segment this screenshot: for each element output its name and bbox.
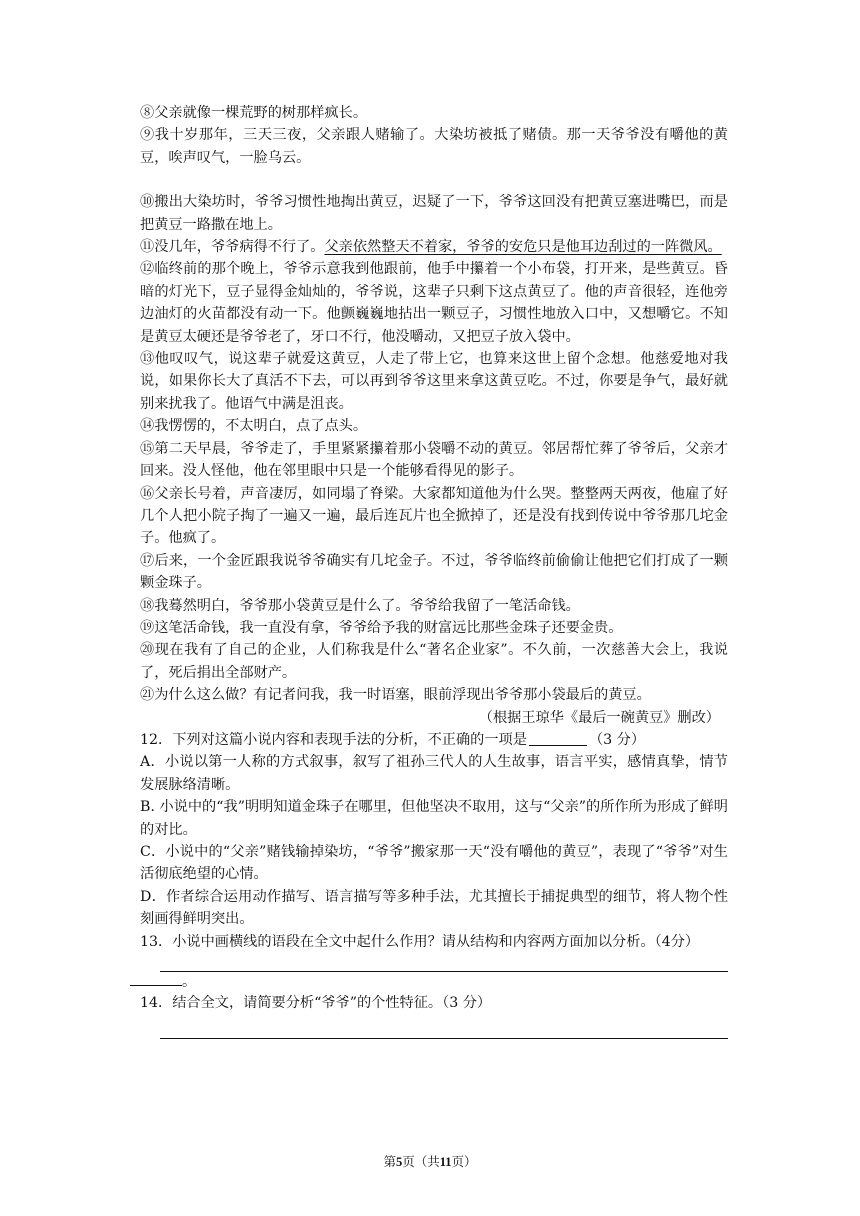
story-paragraph-8: ⑧父亲就像一棵荒野的树那样疯长。	[140, 105, 368, 121]
question-12-option-d: D．作者综合运用动作描写、语言描写等多种手法，尤其擅长于捕捉典型的细节，将人物个性刻画得鲜明突出。	[140, 888, 728, 928]
question-13-tail-mark: 。	[182, 974, 197, 991]
story-paragraph-19: ⑲这笔活命钱，我一直没有拿，爷爷给予我的财富远比那些金珠子还要金贵。	[140, 619, 623, 636]
question-13-answer-line-short[interactable]	[130, 973, 182, 986]
footer-prefix: 第	[383, 1154, 396, 1169]
page-content	[140, 102, 728, 1039]
question-12-text: 12．下列对这篇小说内容和表现手法的分析，不正确的一项是	[140, 731, 527, 748]
story-paragraph-21: ㉑为什么这么做？有记者问我，我一时语塞，眼前浮现出爷爷那小袋最后的黄豆。	[140, 687, 651, 704]
footer-page-number: 5	[395, 1155, 403, 1169]
paragraph-11-prefix: ⑪没几年，爷爷病得不行了。	[140, 239, 325, 256]
question-12-stem	[140, 729, 728, 751]
question-12-score: （3 分）	[588, 731, 646, 748]
question-14-stem: 14．结合全文，请简要分析“爷爷”的个性特征。（3 分）	[140, 995, 492, 1012]
footer-total-pages: 11	[439, 1155, 452, 1169]
story-paragraph-18: ⑱我蓦然明白，爷爷那小袋黄豆是什么了。爷爷给我留了一笔活命钱。	[140, 597, 580, 614]
question-14-answer-line[interactable]	[160, 1038, 728, 1039]
story-paragraph-14: ⑭我愣愣的，不太明白，点了点头。	[140, 418, 368, 435]
story-paragraph-13: ⑬他叹叹气，说这辈子就爱这黄豆，人走了带上它，也算来这世上留个念想。他慈爱地对我说，如果你长大了真活不下去，可以再到爷爷这里来拿这黄豆吃。不过，你要是争气，最好就别来扰我了。他语气中满是沮丧。	[140, 351, 728, 412]
footer-suffix: 页）	[451, 1154, 477, 1169]
story-paragraph-9: ⑨我十岁那年，三天三夜，父亲跟人赌输了。大染坊被抵了赌债。那一天爷爷没有嚼他的黄豆，唉声叹气，一脸乌云。	[140, 127, 728, 166]
question-12-option-b: B. 小说中的“我”明明知道金珠子在哪里，但他坚决不取用，这与“父亲”的所作所为形成了鲜明的对比。	[140, 799, 728, 838]
story-paragraph-11	[140, 236, 728, 258]
story-paragraph-20: ⑳现在我有了自己的企业，人们称我是什么“著名企业家”。不久前，一次慈善大会上，我说了，死后捐出全部财产。	[140, 642, 728, 681]
story-paragraph-15: ⑮第二天早晨，爷爷走了，手里紧紧攥着那小袋嚼不动的黄豆。邻居帮忙葬了爷爷后，父亲才回来。没人怪他，他在邻里眼中只是一个能够看得见的影子。	[140, 440, 728, 480]
question-12-option-c: C．小说中的“父亲”赌钱输掉染坊，“爷爷”搬家那一天“没有嚼他的黄豆”，表现了“爷爷”对生活彻底绝望的心情。	[140, 844, 728, 883]
story-source: （根据王琼华《最后一碗黄豆》删改）	[478, 709, 720, 726]
story-paragraph-10: ⑩搬出大染坊时，爷爷习惯性地掏出黄豆，迟疑了一下，爷爷这回没有把黄豆塞进嘴巴，而是把黄豆一路撒在地上。	[140, 194, 728, 233]
footer-middle: 页（共	[402, 1154, 440, 1169]
underlined-passage: 父亲依然整天不着家，爷爷的安危只是他耳边刮过的一阵微风。	[324, 239, 722, 256]
question-13-stem: 13．小说中画横线的语段在全文中起什么作用？请从结构和内容两方面加以分析。（4分）	[140, 933, 700, 950]
page-footer	[0, 1152, 860, 1170]
question-13-answer-tail	[130, 972, 728, 992]
question-12-answer-blank[interactable]	[529, 731, 587, 746]
story-paragraph-17: ⑰后来，一个金匠跟我说爷爷确实有几坨金子。不过，爷爷临终前偷偷让他把它们打成了一颗颗金珠子。	[140, 552, 728, 592]
story-paragraph-12: ⑫临终前的那个晚上，爷爷示意我到他跟前，他手中攥着一个小布袋，打开来，是些黄豆。昏暗的灯光下，豆子显得金灿灿的，爷爷说，这辈子只剩下这点黄豆了。他的声音很轻，连他旁边油灯的火苗都没有动一下。他颤巍巍地拈出一颗豆子，习惯性地放入口中，又想嚼它。不知是黄豆太硬还是爷爷老了，牙口不行，他没嚼动，又把豆子放入袋中。	[140, 261, 728, 345]
question-12-option-a: A．小说以第一人称的方式叙事，叙写了祖孙三代人的人生故事，语言平实，感情真挚，情节发展脉络清晰。	[140, 754, 728, 793]
story-paragraph-16: ⑯父亲长号着，声音凄厉，如同塌了脊梁。大家都知道他为什么哭。整整两天两夜，他雇了好几个人把小院子掏了一遍又一遍，最后连瓦片也全掀掉了，还是没有找到传说中爷爷那几坨金子。他疯了。	[140, 485, 728, 547]
